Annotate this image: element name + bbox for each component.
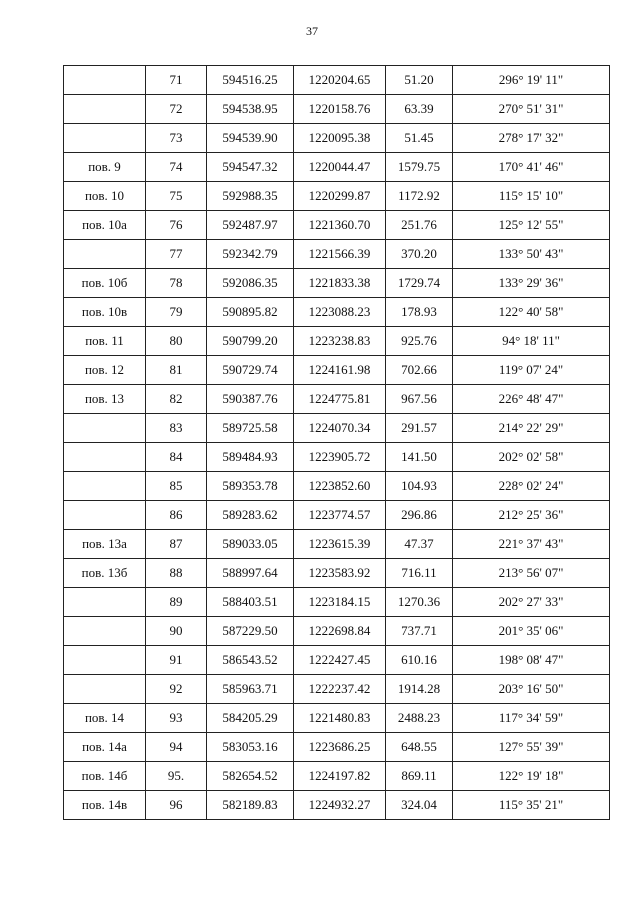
turn-label-cell: пов. 13а (64, 530, 146, 559)
table-row (64, 501, 610, 530)
bearing-angle-cell: 122° 40' 58" (453, 298, 610, 327)
y-coordinate-cell: 1221360.70 (294, 211, 386, 240)
page-number: 37 (306, 24, 318, 38)
turn-label-cell (64, 124, 146, 153)
bearing-angle-cell: 226° 48' 47" (453, 385, 610, 414)
bearing-angle-cell: 127° 55' 39" (453, 733, 610, 762)
distance-cell: 1172.92 (386, 182, 453, 211)
x-coordinate-cell: 588403.51 (207, 588, 294, 617)
x-coordinate-cell: 594547.32 (207, 153, 294, 182)
point-number-cell: 83 (146, 414, 207, 443)
turn-label-cell: пов. 14б (64, 762, 146, 791)
point-number-cell: 78 (146, 269, 207, 298)
distance-cell: 925.76 (386, 327, 453, 356)
distance-cell: 1579.75 (386, 153, 453, 182)
y-coordinate-cell: 1223238.83 (294, 327, 386, 356)
point-number-cell: 82 (146, 385, 207, 414)
y-coordinate-cell: 1220095.38 (294, 124, 386, 153)
turn-label-cell (64, 617, 146, 646)
y-coordinate-cell: 1220299.87 (294, 182, 386, 211)
turn-label-cell (64, 646, 146, 675)
point-number-cell: 73 (146, 124, 207, 153)
point-number-cell: 72 (146, 95, 207, 124)
x-coordinate-cell: 584205.29 (207, 704, 294, 733)
table-row (64, 733, 610, 762)
bearing-angle-cell: 202° 27' 33" (453, 588, 610, 617)
distance-cell: 296.86 (386, 501, 453, 530)
turn-label-cell: пов. 9 (64, 153, 146, 182)
y-coordinate-cell: 1223088.23 (294, 298, 386, 327)
bearing-angle-cell: 94° 18' 11" (453, 327, 610, 356)
y-coordinate-cell: 1221566.39 (294, 240, 386, 269)
distance-cell: 1270.36 (386, 588, 453, 617)
bearing-angle-cell: 125° 12' 55" (453, 211, 610, 240)
coordinates-table (63, 65, 610, 820)
y-coordinate-cell: 1223852.60 (294, 472, 386, 501)
bearing-angle-cell: 119° 07' 24" (453, 356, 610, 385)
point-number-cell: 79 (146, 298, 207, 327)
x-coordinate-cell: 590799.20 (207, 327, 294, 356)
turn-label-cell: пов. 14 (64, 704, 146, 733)
table-row (64, 182, 610, 211)
distance-cell: 324.04 (386, 791, 453, 820)
distance-cell: 610.16 (386, 646, 453, 675)
table-row (64, 153, 610, 182)
bearing-angle-cell: 115° 35' 21" (453, 791, 610, 820)
y-coordinate-cell: 1223583.92 (294, 559, 386, 588)
x-coordinate-cell: 583053.16 (207, 733, 294, 762)
bearing-angle-cell: 228° 02' 24" (453, 472, 610, 501)
point-number-cell: 89 (146, 588, 207, 617)
x-coordinate-cell: 582189.83 (207, 791, 294, 820)
table-row (64, 66, 610, 95)
y-coordinate-cell: 1220044.47 (294, 153, 386, 182)
turn-label-cell (64, 472, 146, 501)
turn-label-cell: пов. 14а (64, 733, 146, 762)
bearing-angle-cell: 212° 25' 36" (453, 501, 610, 530)
turn-label-cell: пов. 13б (64, 559, 146, 588)
distance-cell: 370.20 (386, 240, 453, 269)
table-row (64, 443, 610, 472)
table-row (64, 704, 610, 733)
turn-label-cell (64, 66, 146, 95)
x-coordinate-cell: 588997.64 (207, 559, 294, 588)
x-coordinate-cell: 590387.76 (207, 385, 294, 414)
table-row (64, 240, 610, 269)
point-number-cell: 94 (146, 733, 207, 762)
distance-cell: 251.76 (386, 211, 453, 240)
table-row (64, 472, 610, 501)
table-row (64, 327, 610, 356)
table-row (64, 211, 610, 240)
distance-cell: 1914.28 (386, 675, 453, 704)
turn-label-cell (64, 443, 146, 472)
point-number-cell: 85 (146, 472, 207, 501)
point-number-cell: 93 (146, 704, 207, 733)
bearing-angle-cell: 202° 02' 58" (453, 443, 610, 472)
point-number-cell: 76 (146, 211, 207, 240)
x-coordinate-cell: 587229.50 (207, 617, 294, 646)
turn-label-cell (64, 240, 146, 269)
bearing-angle-cell: 122° 19' 18" (453, 762, 610, 791)
turn-label-cell: пов. 10б (64, 269, 146, 298)
x-coordinate-cell: 590729.74 (207, 356, 294, 385)
x-coordinate-cell: 582654.52 (207, 762, 294, 791)
bearing-angle-cell: 170° 41' 46" (453, 153, 610, 182)
y-coordinate-cell: 1221480.83 (294, 704, 386, 733)
coordinates-table-body (64, 66, 610, 820)
x-coordinate-cell: 589353.78 (207, 472, 294, 501)
x-coordinate-cell: 594538.95 (207, 95, 294, 124)
y-coordinate-cell: 1223774.57 (294, 501, 386, 530)
bearing-angle-cell: 213° 56' 07" (453, 559, 610, 588)
table-row (64, 414, 610, 443)
table-row (64, 588, 610, 617)
bearing-angle-cell: 133° 29' 36" (453, 269, 610, 298)
turn-label-cell: пов. 13 (64, 385, 146, 414)
distance-cell: 178.93 (386, 298, 453, 327)
table-row (64, 269, 610, 298)
y-coordinate-cell: 1222237.42 (294, 675, 386, 704)
turn-label-cell: пов. 11 (64, 327, 146, 356)
turn-label-cell (64, 588, 146, 617)
x-coordinate-cell: 590895.82 (207, 298, 294, 327)
table-row (64, 298, 610, 327)
point-number-cell: 77 (146, 240, 207, 269)
table-row (64, 617, 610, 646)
table-row (64, 530, 610, 559)
distance-cell: 291.57 (386, 414, 453, 443)
table-row (64, 559, 610, 588)
point-number-cell: 86 (146, 501, 207, 530)
distance-cell: 51.45 (386, 124, 453, 153)
table-row (64, 95, 610, 124)
y-coordinate-cell: 1224161.98 (294, 356, 386, 385)
y-coordinate-cell: 1224197.82 (294, 762, 386, 791)
point-number-cell: 71 (146, 66, 207, 95)
distance-cell: 1729.74 (386, 269, 453, 298)
bearing-angle-cell: 278° 17' 32" (453, 124, 610, 153)
point-number-cell: 91 (146, 646, 207, 675)
turn-label-cell (64, 414, 146, 443)
point-number-cell: 84 (146, 443, 207, 472)
x-coordinate-cell: 589283.62 (207, 501, 294, 530)
x-coordinate-cell: 592086.35 (207, 269, 294, 298)
bearing-angle-cell: 115° 15' 10" (453, 182, 610, 211)
x-coordinate-cell: 585963.71 (207, 675, 294, 704)
point-number-cell: 80 (146, 327, 207, 356)
table-row (64, 356, 610, 385)
point-number-cell: 95. (146, 762, 207, 791)
bearing-angle-cell: 203° 16' 50" (453, 675, 610, 704)
x-coordinate-cell: 594516.25 (207, 66, 294, 95)
distance-cell: 104.93 (386, 472, 453, 501)
distance-cell: 51.20 (386, 66, 453, 95)
turn-label-cell (64, 675, 146, 704)
point-number-cell: 88 (146, 559, 207, 588)
point-number-cell: 90 (146, 617, 207, 646)
bearing-angle-cell: 270° 51' 31" (453, 95, 610, 124)
turn-label-cell: пов. 10 (64, 182, 146, 211)
y-coordinate-cell: 1220158.76 (294, 95, 386, 124)
distance-cell: 869.11 (386, 762, 453, 791)
x-coordinate-cell: 589033.05 (207, 530, 294, 559)
distance-cell: 2488.23 (386, 704, 453, 733)
bearing-angle-cell: 201° 35' 06" (453, 617, 610, 646)
bearing-angle-cell: 221° 37' 43" (453, 530, 610, 559)
distance-cell: 737.71 (386, 617, 453, 646)
y-coordinate-cell: 1220204.65 (294, 66, 386, 95)
distance-cell: 47.37 (386, 530, 453, 559)
y-coordinate-cell: 1224775.81 (294, 385, 386, 414)
turn-label-cell: пов. 14в (64, 791, 146, 820)
turn-label-cell (64, 95, 146, 124)
x-coordinate-cell: 594539.90 (207, 124, 294, 153)
bearing-angle-cell: 117° 34' 59" (453, 704, 610, 733)
x-coordinate-cell: 592342.79 (207, 240, 294, 269)
bearing-angle-cell: 133° 50' 43" (453, 240, 610, 269)
distance-cell: 141.50 (386, 443, 453, 472)
distance-cell: 648.55 (386, 733, 453, 762)
distance-cell: 63.39 (386, 95, 453, 124)
point-number-cell: 74 (146, 153, 207, 182)
x-coordinate-cell: 592988.35 (207, 182, 294, 211)
y-coordinate-cell: 1223686.25 (294, 733, 386, 762)
distance-cell: 967.56 (386, 385, 453, 414)
point-number-cell: 92 (146, 675, 207, 704)
x-coordinate-cell: 589725.58 (207, 414, 294, 443)
y-coordinate-cell: 1222427.45 (294, 646, 386, 675)
x-coordinate-cell: 589484.93 (207, 443, 294, 472)
y-coordinate-cell: 1223615.39 (294, 530, 386, 559)
table-row (64, 646, 610, 675)
y-coordinate-cell: 1222698.84 (294, 617, 386, 646)
table-row (64, 791, 610, 820)
y-coordinate-cell: 1223905.72 (294, 443, 386, 472)
x-coordinate-cell: 586543.52 (207, 646, 294, 675)
distance-cell: 716.11 (386, 559, 453, 588)
point-number-cell: 96 (146, 791, 207, 820)
turn-label-cell: пов. 12 (64, 356, 146, 385)
point-number-cell: 87 (146, 530, 207, 559)
bearing-angle-cell: 214° 22' 29" (453, 414, 610, 443)
point-number-cell: 81 (146, 356, 207, 385)
table-row (64, 675, 610, 704)
y-coordinate-cell: 1224932.27 (294, 791, 386, 820)
x-coordinate-cell: 592487.97 (207, 211, 294, 240)
bearing-angle-cell: 198° 08' 47" (453, 646, 610, 675)
y-coordinate-cell: 1223184.15 (294, 588, 386, 617)
distance-cell: 702.66 (386, 356, 453, 385)
y-coordinate-cell: 1224070.34 (294, 414, 386, 443)
turn-label-cell (64, 501, 146, 530)
turn-label-cell: пов. 10а (64, 211, 146, 240)
bearing-angle-cell: 296° 19' 11" (453, 66, 610, 95)
turn-label-cell: пов. 10в (64, 298, 146, 327)
table-row (64, 385, 610, 414)
point-number-cell: 75 (146, 182, 207, 211)
y-coordinate-cell: 1221833.38 (294, 269, 386, 298)
table-row (64, 762, 610, 791)
table-row (64, 124, 610, 153)
